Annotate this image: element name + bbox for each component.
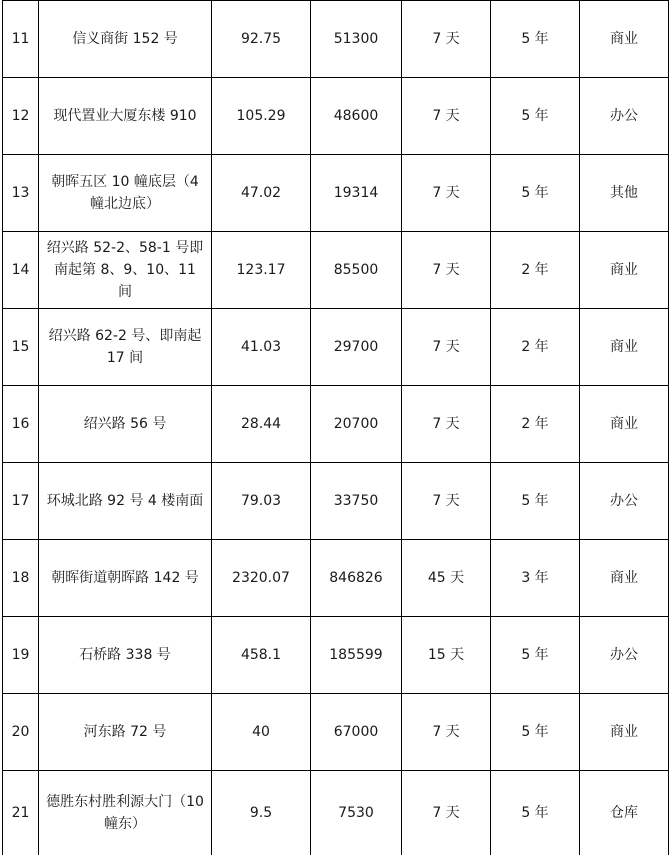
period-cell: 7 天 xyxy=(402,232,491,309)
rent-cell: 51300 xyxy=(311,1,402,78)
use-cell: 办公 xyxy=(580,463,669,540)
term-cell: 2 年 xyxy=(491,309,580,386)
table-row xyxy=(3,78,669,155)
use-cell: 商业 xyxy=(580,540,669,617)
location-cell: 绍兴路 52-2、58-1 号即南起第 8、9、10、11 间 xyxy=(39,232,212,309)
period-cell: 7 天 xyxy=(402,309,491,386)
period-cell: 15 天 xyxy=(402,617,491,694)
table-row xyxy=(3,694,669,771)
use-cell: 办公 xyxy=(580,617,669,694)
rent-cell: 48600 xyxy=(311,78,402,155)
location-cell: 绍兴路 62-2 号、即南起 17 间 xyxy=(39,309,212,386)
area-cell: 40 xyxy=(212,694,311,771)
period-cell: 7 天 xyxy=(402,463,491,540)
period-cell: 45 天 xyxy=(402,540,491,617)
use-cell: 商业 xyxy=(580,232,669,309)
period-cell: 7 天 xyxy=(402,771,491,855)
location-cell: 朝晖街道朝晖路 142 号 xyxy=(39,540,212,617)
term-cell: 5 年 xyxy=(491,155,580,232)
table-row xyxy=(3,309,669,386)
location-cell: 现代置业大厦东楼 910 xyxy=(39,78,212,155)
area-cell: 41.03 xyxy=(212,309,311,386)
property-listing-table xyxy=(2,0,669,855)
row-number: 20 xyxy=(3,694,39,771)
area-cell: 9.5 xyxy=(212,771,311,855)
area-cell: 47.02 xyxy=(212,155,311,232)
rent-cell: 29700 xyxy=(311,309,402,386)
rent-cell: 7530 xyxy=(311,771,402,855)
area-cell: 105.29 xyxy=(212,78,311,155)
table-row xyxy=(3,232,669,309)
row-number: 13 xyxy=(3,155,39,232)
row-number: 17 xyxy=(3,463,39,540)
term-cell: 5 年 xyxy=(491,463,580,540)
table-row xyxy=(3,386,669,463)
use-cell: 商业 xyxy=(580,694,669,771)
table-body xyxy=(3,1,669,855)
term-cell: 5 年 xyxy=(491,78,580,155)
period-cell: 7 天 xyxy=(402,78,491,155)
rent-cell: 19314 xyxy=(311,155,402,232)
location-cell: 信义商街 152 号 xyxy=(39,1,212,78)
use-cell: 办公 xyxy=(580,78,669,155)
row-number: 19 xyxy=(3,617,39,694)
row-number: 11 xyxy=(3,1,39,78)
use-cell: 商业 xyxy=(580,309,669,386)
location-cell: 绍兴路 56 号 xyxy=(39,386,212,463)
term-cell: 5 年 xyxy=(491,771,580,855)
rent-cell: 20700 xyxy=(311,386,402,463)
location-cell: 环城北路 92 号 4 楼南面 xyxy=(39,463,212,540)
term-cell: 3 年 xyxy=(491,540,580,617)
term-cell: 2 年 xyxy=(491,232,580,309)
table-row xyxy=(3,771,669,855)
table-row xyxy=(3,155,669,232)
row-number: 16 xyxy=(3,386,39,463)
row-number: 14 xyxy=(3,232,39,309)
use-cell: 其他 xyxy=(580,155,669,232)
rent-cell: 185599 xyxy=(311,617,402,694)
period-cell: 7 天 xyxy=(402,386,491,463)
rent-cell: 85500 xyxy=(311,232,402,309)
location-cell: 德胜东村胜利源大门（10 幢东） xyxy=(39,771,212,855)
rent-cell: 67000 xyxy=(311,694,402,771)
term-cell: 5 年 xyxy=(491,1,580,78)
row-number: 18 xyxy=(3,540,39,617)
period-cell: 7 天 xyxy=(402,155,491,232)
use-cell: 商业 xyxy=(580,386,669,463)
area-cell: 79.03 xyxy=(212,463,311,540)
rent-cell: 846826 xyxy=(311,540,402,617)
area-cell: 92.75 xyxy=(212,1,311,78)
row-number: 21 xyxy=(3,771,39,855)
period-cell: 7 天 xyxy=(402,1,491,78)
location-cell: 河东路 72 号 xyxy=(39,694,212,771)
area-cell: 123.17 xyxy=(212,232,311,309)
rent-cell: 33750 xyxy=(311,463,402,540)
location-cell: 朝晖五区 10 幢底层（4 幢北边底） xyxy=(39,155,212,232)
row-number: 12 xyxy=(3,78,39,155)
term-cell: 5 年 xyxy=(491,694,580,771)
area-cell: 458.1 xyxy=(212,617,311,694)
table-row xyxy=(3,617,669,694)
period-cell: 7 天 xyxy=(402,694,491,771)
table-row xyxy=(3,1,669,78)
use-cell: 商业 xyxy=(580,1,669,78)
area-cell: 2320.07 xyxy=(212,540,311,617)
area-cell: 28.44 xyxy=(212,386,311,463)
location-cell: 石桥路 338 号 xyxy=(39,617,212,694)
term-cell: 5 年 xyxy=(491,617,580,694)
row-number: 15 xyxy=(3,309,39,386)
table-row xyxy=(3,463,669,540)
table-row xyxy=(3,540,669,617)
use-cell: 仓库 xyxy=(580,771,669,855)
term-cell: 2 年 xyxy=(491,386,580,463)
